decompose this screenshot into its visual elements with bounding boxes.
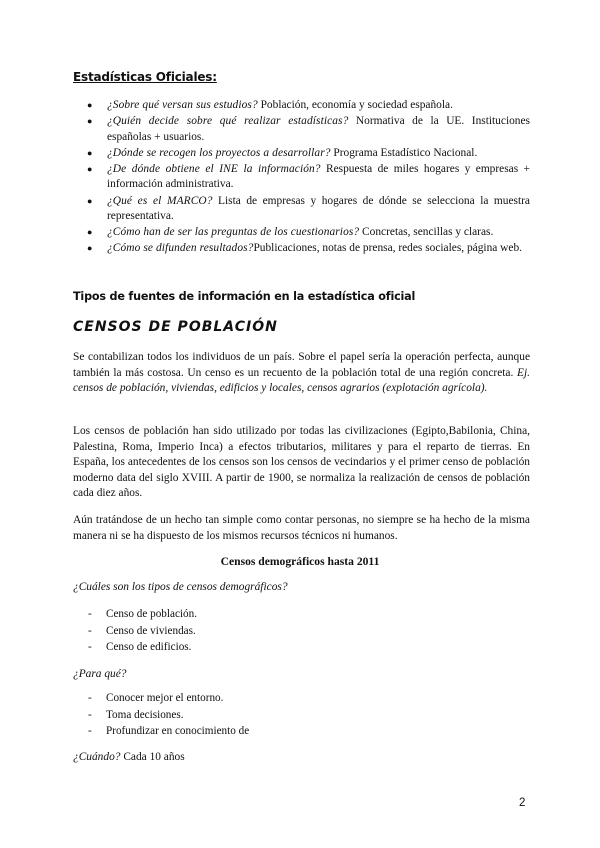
bullet-question: ¿Cómo se difunden resultados?	[107, 242, 254, 255]
bullet-item	[86, 114, 530, 145]
bullet-item	[86, 146, 530, 162]
paragraph-text: Se contabilizan todos los individuos de un país. Sobre el papel sería la operación perfecta, aunque también la más costosa. Un censo es un recuento de la población total de una región concreta.	[73, 351, 530, 379]
question-tipos-censos: ¿Cuáles son los tipos de censos demográficos?	[73, 581, 288, 593]
bullet-answer: Concretas, sencillas y claras.	[359, 226, 494, 239]
list-item-text: Conocer mejor el entorno.	[106, 692, 224, 704]
question-para-que: ¿Para qué?	[73, 668, 127, 680]
list-item	[88, 690, 249, 707]
bullet-icon: ●	[87, 147, 93, 158]
question-cuando	[73, 751, 185, 763]
dash-marker: -	[88, 725, 92, 737]
bullet-question: ¿Cómo han de ser las preguntas de los cuestionarios?	[107, 226, 360, 239]
bullet-question: ¿Sobre qué versan sus estudios?	[107, 99, 258, 111]
bullet-question: ¿Qué es el MARCO?	[107, 194, 213, 207]
bullet-item	[86, 225, 530, 241]
paragraph-historia-censos: Los censos de población han sido utilizado por todas las civilizaciones (Egipto,Babilonia, China, Palestina, Roma, Imperio Inca) a efectos tributarios, militares y para el reparto de tierras. En España, los antecedentes de los censos son los censos de vecindarios y el primer censo de población moderno data del siglo XVIII. A partir de 1900, se normaliza la realización de censos de población cada diez años.	[73, 425, 530, 499]
bullet-item	[86, 194, 530, 225]
dash-marker: -	[88, 692, 92, 704]
bullet-question: ¿Dónde se recogen los proyectos a desarrollar?	[107, 146, 331, 159]
bullet-answer: Lista de empresas y hogares de dónde se selecciona la muestra representativa.	[107, 194, 530, 223]
tipos-censos-list	[88, 606, 197, 656]
question-cuando-text: ¿Cuándo?	[73, 751, 121, 763]
heading-estadisticas-oficiales: Estadísticas Oficiales:	[73, 70, 217, 84]
list-item-text: Censo de viviendas.	[106, 624, 196, 637]
bullet-answer: Población, economía y sociedad española.	[257, 99, 453, 111]
list-item-text: Profundizar en conocimiento de	[106, 725, 250, 737]
list-item-text: Censo de población.	[106, 608, 198, 620]
list-item-text: Toma decisiones.	[106, 708, 184, 721]
bullet-answer: Normativa de la UE. Instituciones españolas + usuarios.	[107, 115, 530, 143]
heading-tipos-fuentes: Tipos de fuentes de información en la estadística oficial	[73, 290, 416, 303]
bullet-item	[86, 98, 530, 114]
paragraph-example: Ej. censos de población, viviendas, edificios y locales, censos agrarios (explotación agrícola).	[73, 366, 530, 394]
para-que-list	[88, 690, 249, 740]
bullet-icon: ●	[87, 195, 93, 206]
bullet-icon: ●	[87, 100, 93, 110]
bullet-question: ¿De dónde obtiene el INE la información?	[107, 162, 321, 175]
stats-bullet-list	[86, 98, 530, 257]
list-item	[88, 639, 197, 656]
list-item	[88, 623, 197, 640]
bullet-icon: ●	[87, 116, 93, 127]
dash-marker: -	[88, 641, 92, 653]
dash-marker: -	[88, 608, 92, 620]
list-item	[88, 606, 197, 623]
heading-censos-demograficos: Censos demográficos hasta 2011	[220, 555, 380, 568]
list-item	[88, 723, 249, 740]
bullet-question: ¿Quién decide sobre qué realizar estadísticas?	[107, 115, 349, 128]
bullet-icon: ●	[87, 163, 93, 174]
paragraph-definicion-censo	[73, 350, 530, 397]
paragraph-contar-personas: Aún tratándose de un hecho tan simple como contar personas, no siempre se ha hecho de la misma manera ni se ha dispuesto de los mismos recursos técnicos ni humanos.	[73, 514, 530, 542]
list-item-text: Censo de edificios.	[106, 641, 192, 653]
heading-censos-poblacion: CENSOS DE POBLACIÓN	[73, 319, 278, 335]
bullet-item	[86, 162, 530, 193]
bullet-icon: ●	[87, 227, 93, 238]
bullet-item	[86, 241, 530, 257]
answer-cuando: Cada 10 años	[120, 751, 185, 763]
page-number: 2	[519, 797, 526, 809]
list-item	[88, 707, 249, 724]
bullet-icon: ●	[87, 243, 93, 254]
dash-marker: -	[88, 708, 92, 721]
dash-marker: -	[88, 624, 92, 637]
bullet-answer: Programa Estadístico Nacional.	[330, 146, 478, 159]
bullet-answer: Publicaciones, notas de prensa, redes sociales, página web.	[253, 242, 522, 255]
bullet-answer: Respuesta de miles hogares y empresas + información administrativa.	[107, 162, 530, 191]
